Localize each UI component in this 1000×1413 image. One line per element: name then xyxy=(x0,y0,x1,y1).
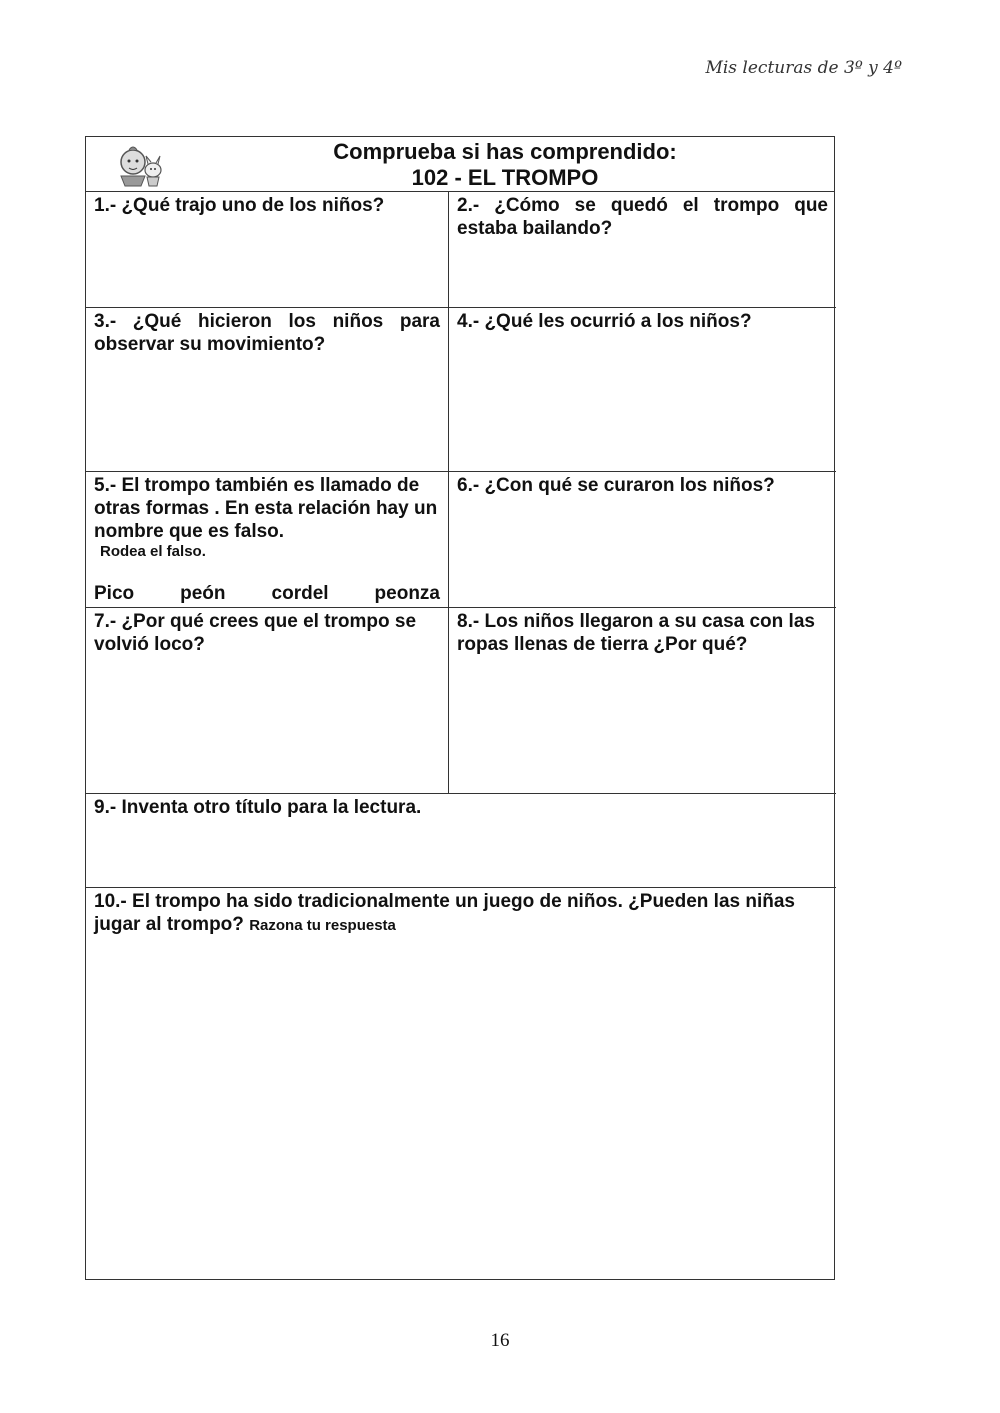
question-10-cell[interactable] xyxy=(86,888,836,1279)
running-header: Mis lecturas de 3º y 4º xyxy=(705,58,902,78)
title-row xyxy=(86,137,834,192)
title-line-2: 102 - EL TROMPO xyxy=(411,165,599,190)
question-5-instruction: Rodea el falso. xyxy=(100,543,206,560)
question-10-text: 10.- El trompo ha sido tradicionalmente un juego de niños. ¿Pueden las niñas jugar al trompo? xyxy=(94,891,795,935)
worksheet-table xyxy=(85,136,835,1280)
question-2-cell[interactable] xyxy=(449,192,836,308)
question-5-cell[interactable] xyxy=(86,472,449,608)
question-3-text: 3.- ¿Qué hicieron los niños para observar su movimiento? xyxy=(94,311,440,355)
option-word[interactable]: peonza xyxy=(374,583,440,604)
question-9-cell[interactable] xyxy=(86,794,836,888)
option-word[interactable]: Pico xyxy=(94,583,135,604)
option-word[interactable]: cordel xyxy=(271,583,329,604)
worksheet-title xyxy=(86,139,834,191)
question-7-cell[interactable] xyxy=(86,608,449,794)
question-1-text: 1.- ¿Qué trajo uno de los niños? xyxy=(94,195,385,216)
question-6-cell[interactable] xyxy=(449,472,836,608)
question-6-text: 6.- ¿Con qué se curaron los niños? xyxy=(457,475,775,496)
question-1-cell[interactable] xyxy=(86,192,449,308)
title-line-1: Comprueba si has comprendido: xyxy=(333,139,677,164)
question-8-text: 8.- Los niños llegaron a su casa con las ropas llenas de tierra ¿Por qué? xyxy=(457,611,815,655)
page-number: 16 xyxy=(490,1330,510,1351)
question-4-text: 4.- ¿Qué les ocurrió a los niños? xyxy=(457,311,752,332)
question-4-cell[interactable] xyxy=(449,308,836,472)
question-7-text: 7.- ¿Por qué crees que el trompo se volvió loco? xyxy=(94,611,417,655)
question-9-text: 9.- Inventa otro título para la lectura. xyxy=(94,797,422,818)
question-8-cell[interactable] xyxy=(449,608,836,794)
option-word[interactable]: peón xyxy=(180,583,226,604)
question-5-options xyxy=(94,582,440,605)
question-5-text: 5.- El trompo también es llamado de otras formas . En esta relación hay un nombre que es falso. xyxy=(94,475,438,542)
question-3-cell[interactable] xyxy=(86,308,449,472)
question-2-text: 2.- ¿Cómo se quedó el trompo que estaba bailando? xyxy=(457,195,828,239)
question-10-instruction: Razona tu respuesta xyxy=(249,917,396,934)
